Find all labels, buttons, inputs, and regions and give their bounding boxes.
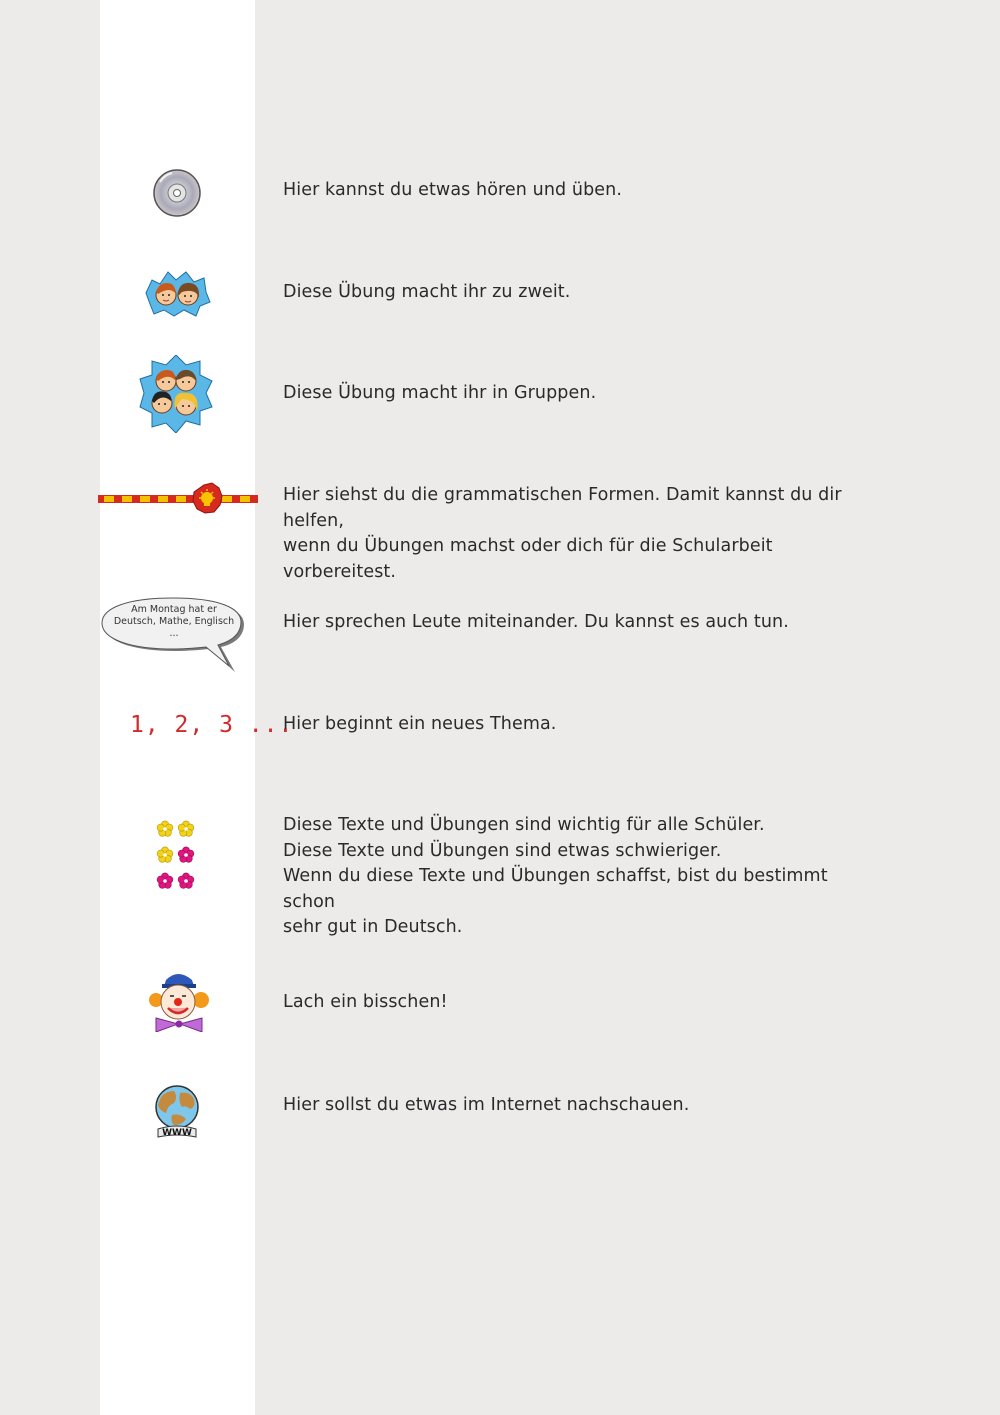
legend-text-grammar-line-1: Hier siehst du die grammatischen Formen. Damit kannst du dir helfen, xyxy=(283,485,842,531)
legend-text-audio: Hier kannst du etwas hören und üben. xyxy=(283,180,623,200)
legend-text-levels-line-4: sehr gut in Deutsch. xyxy=(283,917,463,937)
speech-bubble-line-2: Deutsch, Mathe, Englisch xyxy=(113,616,235,627)
speech-bubble-icon xyxy=(101,596,247,676)
grammar-band-icon xyxy=(98,482,258,518)
legend-text-levels xyxy=(283,813,883,941)
clown-icon xyxy=(148,970,210,1032)
legend-text-pairs: Diese Übung macht ihr zu zweit. xyxy=(283,282,571,302)
legend-text-levels-line-3: Wenn du diese Texte und Übungen schaffst, bist du bestimmt schon xyxy=(283,866,828,912)
legend-text-levels-line-1: Diese Texte und Übungen sind wichtig für alle Schüler. xyxy=(283,815,765,835)
legend-text-groups: Diese Übung macht ihr in Gruppen. xyxy=(283,383,597,403)
globe-www-icon xyxy=(152,1083,202,1139)
legend-text-dialogue: Hier sprechen Leute miteinander. Du kannst es auch tun. xyxy=(283,612,789,632)
flower-levels-icon xyxy=(154,819,200,893)
globe-www-label: WWW xyxy=(162,1128,192,1138)
legend-text-internet: Hier sollst du etwas im Internet nachschauen. xyxy=(283,1095,690,1115)
speech-bubble-line-3: ... xyxy=(169,628,179,639)
speech-bubble-text xyxy=(101,604,247,640)
legend-text-grammar-line-2: wenn du Übungen machst oder dich für die Schularbeit vorbereitest. xyxy=(283,536,773,582)
cd-icon xyxy=(152,168,202,218)
group-work-icon xyxy=(138,355,214,433)
topic-numbers-icon: 1, 2, 3 ... xyxy=(130,712,294,738)
speech-bubble-line-1: Am Montag hat er xyxy=(131,604,217,615)
legend-text-topic: Hier beginnt ein neues Thema. xyxy=(283,714,557,734)
legend-text-levels-line-2: Diese Texte und Übungen sind etwas schwieriger. xyxy=(283,840,722,861)
legend-text-fun: Lach ein bisschen! xyxy=(283,992,448,1012)
legend-text-grammar xyxy=(283,483,883,585)
pair-work-icon xyxy=(142,268,212,318)
